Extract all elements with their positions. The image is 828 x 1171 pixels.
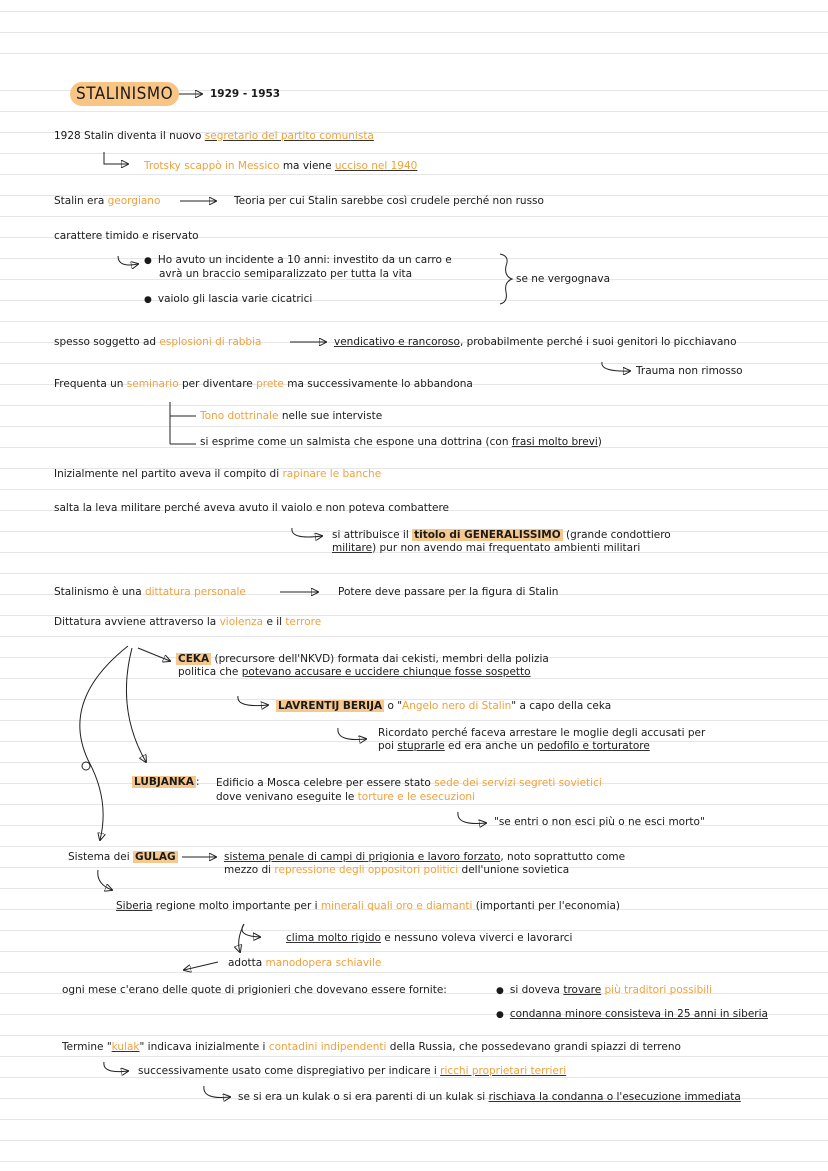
note-line: politica che potevano accusare e uccidere chiunque fosse sospetto — [178, 666, 531, 678]
note-line: militare) pur non avendo mai frequentato ambienti militari — [332, 542, 641, 554]
note-line: successivamente usato come dispregiativo per indicare i ricchi proprietari terrieri — [138, 1065, 567, 1077]
bullet-item: ● si doveva trovare più traditori possibili — [496, 984, 712, 998]
note-line: adotta manodopera schiavile — [228, 957, 382, 969]
note-line: dove venivano eseguite le torture e le esecuzioni — [216, 791, 475, 803]
note-line: Frequenta un seminario per diventare prete ma successivamente lo abbandona — [54, 378, 473, 390]
note-line: Siberia regione molto importante per i minerali quali oro e diamanti (importanti per l'economia) — [116, 900, 621, 912]
note-line: Tono dottrinale nelle sue interviste — [200, 410, 383, 422]
note-line: si esprime come un salmista che espone una dottrina (con frasi molto brevi) — [200, 436, 602, 448]
page-title: STALINISMO — [70, 84, 179, 104]
note-line: Edificio a Mosca celebre per essere stato sede dei servizi segreti sovietici — [216, 777, 602, 789]
bullet-item: ● condanna minore consisteva in 25 anni in siberia — [496, 1008, 768, 1022]
period-label: 1929 - 1953 — [210, 88, 281, 100]
note-line: 1928 Stalin diventa il nuovo segretario del partito comunista — [54, 130, 374, 142]
note-line: Stalinismo è una dittatura personale — [54, 586, 246, 598]
note-line: Ricordato perché faceva arrestare le moglie degli accusati per — [378, 727, 706, 739]
note-line: ogni mese c'erano delle quote di prigionieri che dovevano essere fornite: — [62, 984, 447, 996]
note-line: salta la leva militare perché aveva avuto il vaiolo e non poteva combattere — [54, 502, 450, 514]
note-line: se ne vergognava — [516, 273, 611, 285]
note-line: avrà un braccio semiparalizzato per tutta la vita — [159, 268, 413, 280]
note-line: si attribuisce il titolo di GENERALISSIMO (grande condottiero — [332, 529, 671, 541]
note-line: carattere timido e riservato — [54, 230, 199, 242]
quote-line: "se entri o non esci più o ne esci morto" — [494, 816, 705, 828]
note-line: mezzo di repressione degli oppositori politici dell'unione sovietica — [224, 864, 570, 876]
note-line: se si era un kulak o si era parenti di un kulak si rischiava la condanna o l'esecuzione immediata — [238, 1091, 741, 1103]
note-line: sistema penale di campi di prigionia e lavoro forzato, noto soprattutto come — [224, 851, 626, 863]
note-line: clima molto rigido e nessuno voleva viverci e lavorarci — [286, 932, 573, 944]
note-line: vendicativo e rancoroso, probabilmente perché i suoi genitori lo picchiavano — [334, 336, 737, 348]
note-line: Trotsky scappò in Messico ma viene ucciso nel 1940 — [144, 160, 418, 172]
note-line: LUBJANKA : — [134, 776, 200, 788]
note-line: Sistema dei GULAG — [68, 851, 176, 863]
bullet-item: ● vaiolo gli lascia varie cicatrici — [144, 293, 312, 307]
note-line: Inizialmente nel partito aveva il compito di rapinare le banche — [54, 468, 382, 480]
bullet-item: ● Ho avuto un incidente a 10 anni: investito da un carro e — [144, 254, 452, 268]
note-line: LAVRENTIJ BERIJA o "Angelo nero di Stalin" a capo della ceka — [278, 700, 612, 712]
note-line: Termine "kulak" indicava inizialmente i contadini indipendenti della Russia, che possedevano grandi spiazzi di terreno — [62, 1041, 681, 1053]
note-line: Stalin era georgiano — [54, 195, 161, 207]
note-line: CEKA (precursore dell'NKVD) formata dai cekisti, membri della polizia — [178, 653, 549, 665]
note-line: poi stuprarle ed era anche un pedofilo e torturatore — [378, 740, 650, 752]
note-line: Dittatura avviene attraverso la violenza e il terrore — [54, 616, 322, 628]
note-line: Potere deve passare per la figura di Stalin — [338, 586, 559, 598]
note-line: Trauma non rimosso — [636, 365, 743, 377]
note-line: Teoria per cui Stalin sarebbe così crudele perché non russo — [234, 195, 544, 207]
note-line: spesso soggetto ad esplosioni di rabbia — [54, 336, 262, 348]
